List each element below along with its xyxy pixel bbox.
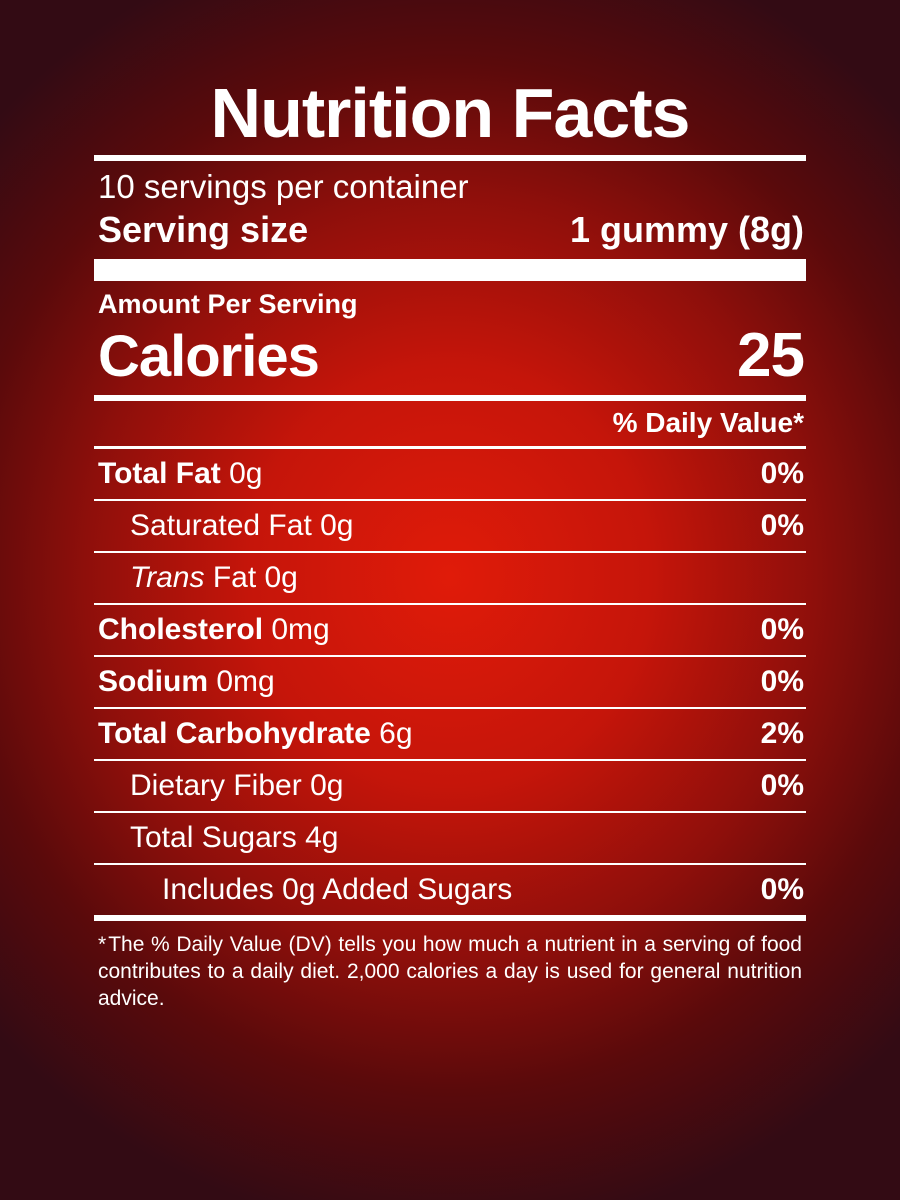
nutrient-name-sodium: Sodium 0mg [98, 664, 275, 698]
nutrient-name-saturated-fat: Saturated Fat 0g [130, 508, 354, 542]
nutrient-row-added-sugars [94, 865, 806, 915]
page-title: Nutrition Facts [210, 74, 690, 152]
amount-per-serving-label: Amount Per Serving [98, 288, 358, 319]
nutrient-name-total-fat: Total Fat 0g [98, 456, 263, 490]
nutrient-pct-sodium: 0% [760, 664, 804, 698]
nutrient-row-trans-fat [94, 553, 806, 603]
serving-size-label: Serving size [98, 208, 309, 250]
nutrient-name-dietary-fiber: Dietary Fiber 0g [130, 768, 344, 802]
nutrient-pct-saturated-fat: 0% [760, 508, 804, 542]
footnote-star: * [98, 932, 107, 956]
divider-thick [94, 259, 806, 281]
footnote-text: The % Daily Value (DV) tells you how much a nutrient in a serving of food contributes to a daily diet. 2,000 calories a day is used for general nutrition advice. [98, 932, 802, 1011]
nutrient-row-cholesterol [94, 605, 806, 655]
nutrient-name-total-sugars: Total Sugars 4g [130, 820, 339, 854]
nutrient-row-dietary-fiber [94, 761, 806, 811]
nutrient-name-cholesterol: Cholesterol 0mg [98, 612, 330, 646]
nutrient-pct-dietary-fiber: 0% [760, 768, 804, 802]
nutrient-name-trans-fat: Trans Fat 0g [130, 560, 298, 594]
nutrient-row-saturated-fat [94, 501, 806, 551]
calories-row [94, 320, 806, 395]
nutrition-facts-label [94, 74, 806, 1013]
calories-label: Calories [98, 323, 319, 389]
nutrient-pct-total-carbohydrate: 2% [760, 716, 804, 750]
nutrient-row-total-sugars [94, 813, 806, 863]
nutrient-pct-cholesterol: 0% [760, 612, 804, 646]
footnote [94, 921, 806, 1013]
nutrient-name-added-sugars: Includes 0g Added Sugars [162, 872, 513, 906]
nutrient-name-total-carbohydrate: Total Carbohydrate 6g [98, 716, 413, 750]
nutrient-row-sodium [94, 657, 806, 707]
nutrient-row-total-fat [94, 449, 806, 499]
nutrient-pct-total-fat: 0% [760, 456, 804, 490]
serving-size-value: 1 gummy (8g) [569, 208, 804, 250]
nutrient-pct-added-sugars: 0% [760, 872, 804, 906]
calories-value: 25 [737, 320, 804, 390]
servings-per-container: 10 servings per container [98, 168, 469, 206]
daily-value-header: % Daily Value* [612, 406, 804, 438]
serving-size-row [94, 209, 806, 259]
nutrient-row-total-carbohydrate [94, 709, 806, 759]
